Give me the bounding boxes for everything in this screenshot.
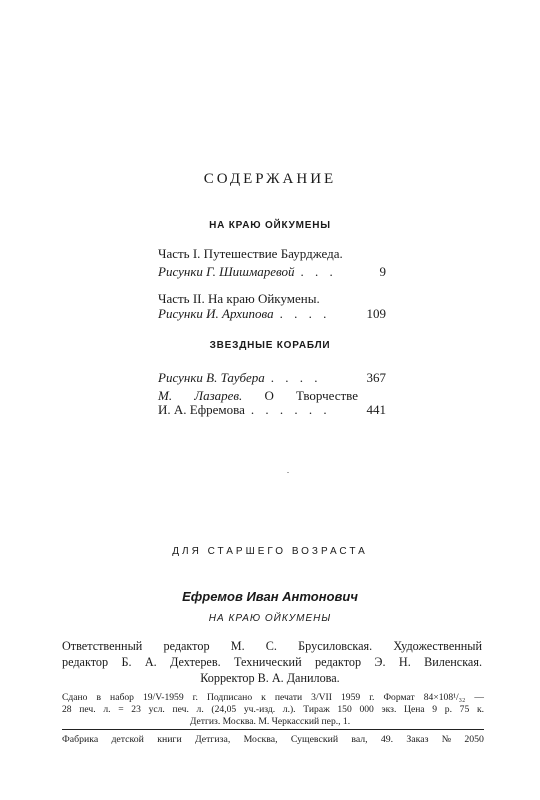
toc-entry-line	[158, 246, 386, 262]
toc-entry-title: Часть I. Путешествие Баурджеда.	[158, 246, 343, 261]
toc-entry-credit-line	[158, 306, 386, 322]
imprint-line: Сдано в набор 19/V-1959 г. Подписано к печати 3/VII 1959 г. Формат 84×108¹/₃₂ —	[62, 692, 484, 703]
toc-entry-title: И. А. Ефремова	[158, 402, 245, 417]
printer-word: Заказ	[406, 734, 429, 745]
credits-line: Ответственный редактор М. С. Брусиловская. Художественный	[62, 639, 482, 653]
toc-entry-line	[158, 291, 386, 307]
page-title: СОДЕРЖАНИЕ	[203, 171, 337, 187]
toc-entry-word: М.	[158, 388, 173, 403]
leader-dots: . . . . . .	[250, 402, 331, 417]
toc-page-number: 441	[366, 402, 386, 417]
book-title: НА КРАЮ ОЙКУМЕНЫ	[208, 613, 332, 624]
audience-label: ДЛЯ СТАРШЕГО ВОЗРАСТА	[172, 546, 368, 557]
printer-word: Фабрика	[62, 734, 99, 745]
printer-word: Детгиза,	[194, 734, 231, 745]
toc-page-number: 109	[366, 306, 386, 321]
toc-page-number: 9	[379, 264, 386, 279]
section-title: НА КРАЮ ОЙКУМЕНЫ	[209, 220, 331, 231]
printer-word: вал,	[351, 734, 368, 745]
toc-entry-word: Творчестве	[296, 388, 358, 403]
imprint-line: Детгиз. Москва. М. Черкасский пер., 1.	[189, 716, 351, 727]
section-title: ЗВЕЗДНЫЕ КОРАБЛИ	[209, 340, 331, 351]
toc-entry-credit-line	[158, 264, 386, 280]
toc-entry-title: Часть II. На краю Ойкумены.	[158, 291, 320, 306]
credits-line: редактор Б. А. Дехтерев. Технический редактор Э. Н. Виленская.	[62, 655, 482, 669]
divider	[62, 729, 484, 730]
toc-entry-word: О	[264, 388, 274, 403]
toc-entry-credit-line	[158, 370, 386, 386]
toc-entry-word: Лазарев.	[194, 388, 243, 403]
leader-dots: . . . .	[270, 370, 322, 385]
toc-entry-line	[158, 402, 386, 418]
leader-dots: . . . .	[279, 306, 331, 321]
toc-entry-credit: Рисунки И. Архипова	[158, 306, 274, 321]
printer-word: Сущевский	[290, 734, 339, 745]
toc-entry-credit: Рисунки Г. Шишмаревой	[158, 264, 295, 279]
toc-entry-credit: Рисунки В. Таубера	[158, 370, 265, 385]
printer-word: Москва,	[243, 734, 278, 745]
printer-word: 2050	[464, 734, 484, 745]
imprint-line: 28 печ. л. = 23 усл. печ. л. (24,05 уч.-изд. л.). Тираж 150 000 экз. Цена 9 р. 75 к.	[62, 704, 484, 715]
author-name: Ефремов Иван Антонович	[182, 589, 358, 604]
printer-word: книги	[157, 734, 182, 745]
leader-dots: . . .	[300, 264, 337, 279]
print-speck: .	[287, 466, 289, 475]
printer-line	[62, 734, 484, 745]
credits-line: Корректор В. А. Данилова.	[200, 671, 340, 685]
printer-word: детской	[111, 734, 144, 745]
printer-word: 49.	[380, 734, 394, 745]
printer-word: №	[441, 734, 452, 745]
toc-page-number: 367	[366, 370, 386, 385]
